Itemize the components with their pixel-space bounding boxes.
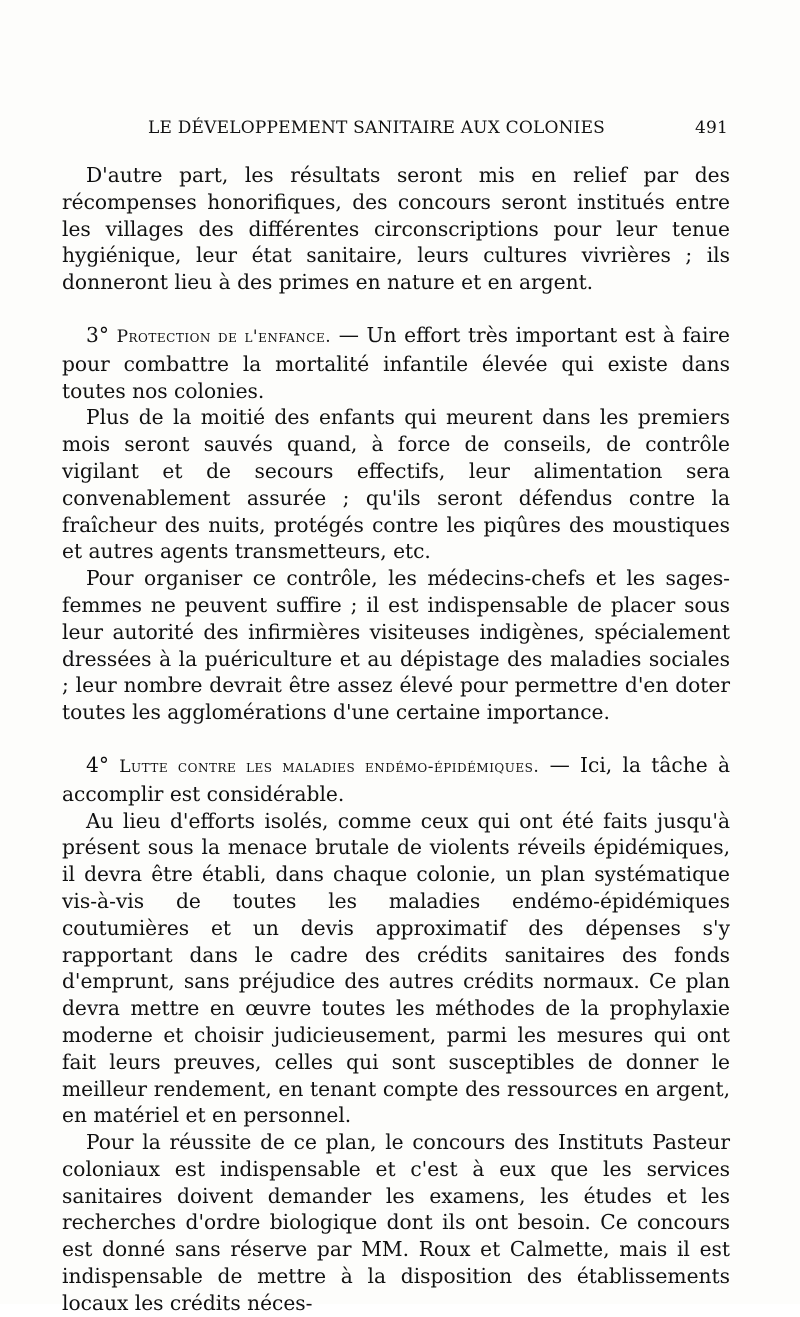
page-number: 491 <box>694 118 728 138</box>
paragraph-visiting-nurses: Pour organiser ce contrôle, les médecins-chefs et les sages-femmes ne peuvent suffire ; il est indispensable de placer sous leur autorité des infirmières visiteuses indigènes, spécialement dressées à la puériculture et au dépistage des maladies sociales ; leur nombre devrait être assez élevé pour permettre d'en doter toutes les agglomérations d'une certaine importance. <box>62 566 730 725</box>
running-title: LE DÉVELOPPEMENT SANITAIRE AUX COLONIES <box>148 118 606 138</box>
section-number: 4° <box>86 752 109 777</box>
paragraph-infant-care: Plus de la moitié des enfants qui meurent dans les premiers mois seront sauvés quand, à force de conseils, de contrôle vigilant et de secours effectifs, leur alimentation sera convenablement assurée ; qu'ils seront défendus contre la fraîcheur des nuits, protégés contre les piqûres des moustiques et autres agents transmetteurs, etc. <box>62 405 730 564</box>
section-number: 3° <box>86 322 109 347</box>
section-intro-text: — Un effort très important est à faire pour combattre la mortalité infantile élevée qui existe dans toutes nos colonies. <box>62 322 731 403</box>
running-header <box>148 118 728 144</box>
section-heading: Protection de l'enfance. <box>116 326 332 347</box>
paragraph-pasteur-institutes: Pour la réussite de ce plan, le concours des Instituts Pasteur coloniaux est indispensable et c'est à eux que les services sanitaires doivent demander les examens, les études et les recherches d'ordre biologique dont ils ont besoin. Ce concours est donné sans réserve par MM. Roux et Calmette, mais il est indispensable de mettre à la disposition des établissements locaux les crédits néces- <box>62 1130 730 1315</box>
page-body <box>62 162 730 1317</box>
section-intro-text: — Ici, la tâche à accomplir est considérable. <box>62 752 730 806</box>
paragraph-rewards: D'autre part, les résultats seront mis en relief par des récompenses honorifiques, des concours seront institués entre les villages des différentes circonscriptions pour leur tenue hygiénique, leur état sanitaire, leurs cultures vivrières ; ils donneront lieu à des primes en nature et en argent. <box>62 163 730 295</box>
paragraph-systematic-plan: Au lieu d'efforts isolés, comme ceux qui ont été faits jusqu'à présent sous la menace brutale de violents réveils épidémiques, il devra être établi, dans chaque colonie, un plan systématique vis-à-vis de toutes les maladies endémo-épidémiques coutumières et un devis approximatif des dépenses s'y rapportant dans le cadre des crédits sanitaires des fonds d'emprunt, sans préjudice des autres crédits normaux. Ce plan devra mettre en œuvre toutes les méthodes de la prophylaxie moderne et choisir judicieusement, parmi les mesures qui ont fait leurs preuves, celles qui sont susceptibles de donner le meilleur rendement, en tenant compte des ressources en argent, en matériel et en personnel. <box>62 808 730 1128</box>
section-disease-control <box>62 752 730 808</box>
section-heading: Lutte contre les maladies endémo-épidémiques. <box>119 756 540 777</box>
section-child-protection <box>62 322 730 404</box>
